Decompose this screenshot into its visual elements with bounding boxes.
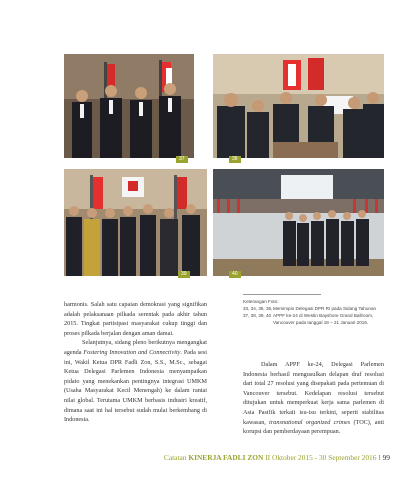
page-number: 99: [382, 453, 390, 462]
photo-delegation-group: [64, 54, 194, 158]
paragraph-text: Dalam APPF ke-24, Delegasi Parlemen Indonesia berhasil mengusulkan delapan draf resolusi dari total 27 resolusi yang disepakati pada pertemuan di Vancouver tersebut. Kedelapan resolusi tersebut ditujukan untuk memperkuat kerja sama parlemen di Asia Pasifik terkait isu-isu terkini, seperti stabilitas kawasan,: [243, 361, 384, 426]
footer-date-range: II Oktober 2015 - 30 September 2016 I: [263, 453, 383, 462]
photo-number-tag: 39: [178, 271, 190, 278]
photo-number-tag: 38: [229, 156, 241, 163]
caption-text: Memimpin Delegasi DPR RI pada Sidang Tahunan APPF ke-24 di Westin Bayshore Grand Ballroom, Vancouver pada tanggal 18 – 21 Januari 2016.: [273, 306, 377, 325]
photo-seated-meeting: [213, 54, 384, 158]
paragraph-text: (TOC), anti korupsi dan pemberdayaan perempuan.: [243, 418, 384, 436]
paragraph-text: . Pada sesi ini, Wakil Ketua DPR Fadli Zon, S.S., M.Sc., sebagai Ketua Delegasi Parlemen Indonesia menyampaikan pidato yang menekankan pentingnya integrasi UMKM (Usaha Masyarakat Kecil Menengah) ke dalam rantai nilai global. Terutama UMKM berbasis industri kreatif, dimana saat ini hal tersebut sudah mulai berkembang di Indonesia.: [64, 348, 207, 424]
paragraph-emphasis: transnational organized crimes: [269, 418, 351, 426]
paragraph-text: Selanjutnya, sidang pleno berikutnya mengangkat agenda: [64, 339, 207, 356]
paragraph: [64, 338, 207, 424]
page-footer: [150, 453, 390, 462]
caption-heading: Keterangan Foto:: [243, 299, 279, 304]
body-left-column: [64, 300, 207, 425]
body-right-column: [243, 360, 384, 437]
caption-divider: [243, 294, 321, 295]
footer-brand: KINERJA FADLI ZON: [188, 453, 264, 462]
caption-photo-numbers: 33, 34, 35, 36, 37, 38, 39, 40: [243, 306, 273, 318]
photo-plenary-hall: [213, 169, 384, 276]
paragraph-emphasis: Fostering Innovation and Connectivity: [83, 348, 181, 356]
photo-number-tag: 37: [176, 156, 188, 163]
footer-prefix: Catatan: [163, 453, 189, 462]
photo-number-tag: 40: [229, 271, 241, 278]
paragraph: [243, 360, 384, 437]
photo-delegation-flags: [64, 169, 207, 276]
photo-caption: [243, 298, 384, 326]
paragraph: harmonis. Salah satu capaian demokrasi yang signifikan adalah pelaksanaan pilkada serentak pada akhir tahun 2015. Tingkat partisipasi masyarakat cukup tinggi dan proses pilkada berjalan dengan aman damai.: [64, 301, 207, 337]
